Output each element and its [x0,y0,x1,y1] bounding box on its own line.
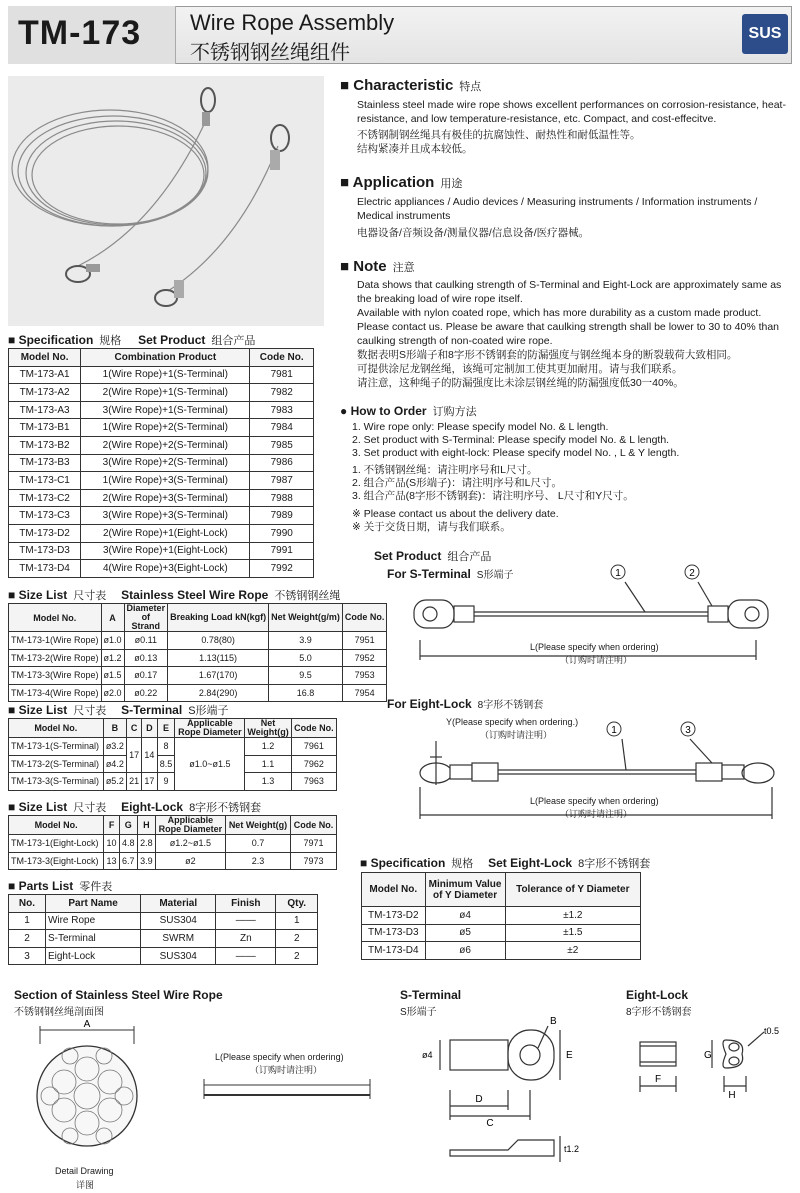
size-eight-heading: ■ Size List 尺寸表 Eight-Lock 8字形不锈钢套 [8,800,262,814]
application-text-en: Electric appliances / Audio devices / Measuring instruments / Information instruments / Medical instruments [357,196,758,222]
table-cell: 7951 [342,632,387,650]
table-row [9,667,387,685]
table-cell: 7973 [291,852,337,870]
table-cell: 3(Wire Rope)+1(S-Terminal) [81,401,250,419]
dim-g: G [704,1050,712,1061]
how-to-order-heading: ● How to Order 订购方法 [340,404,477,418]
table-cell: TM-173-D4 [362,942,426,960]
table-cell: 2.8 [137,835,155,853]
table-cell: 2(Wire Rope)+2(S-Terminal) [81,436,250,454]
order-item-2: 2. Set product with S-Terminal: Please specify model No. & L length. [352,434,670,446]
dim-h: H [728,1090,736,1100]
table-cell: 7981 [250,366,314,384]
note-text-cn3: 请注意，这种绳子的防漏强度比未涂层钢丝绳的防漏强度低30一40%。 [357,377,684,389]
table-row [9,560,314,578]
order-item-1: 1. Wire rope only: Please specify model No. & L length. [352,421,609,433]
table-cell: 2 [276,947,318,965]
table-cell: ø0.11 [124,632,168,650]
table-row [9,366,314,384]
eight-lock-l-label: L(Please specify when ordering) [530,796,659,806]
title-chinese: 不锈钢钢丝绳组件 [190,42,350,64]
wire-l-label: L(Please specify when ordering) [215,1052,344,1062]
eight-drawing-title: Eight-Lock [626,988,688,1002]
table-cell: TM-173-A1 [9,366,81,384]
table-cell: TM-173-B3 [9,454,81,472]
spec-eight-heading: ■ Specification 规格 Set Eight-Lock 8字形不锈钢套 [360,856,651,870]
table-cell: TM-173-D3 [362,924,426,942]
table-cell: ±1.5 [505,924,640,942]
model-number: TM-173 [18,14,142,52]
dim-e: E [566,1050,573,1061]
table-cell: ø4 [425,907,505,925]
table-row [362,924,641,942]
table-row [9,852,337,870]
eight-lock-l-label-cn: （订购时请注明） [560,809,633,819]
table-cell: 5.0 [269,649,343,667]
dim-b: B [550,1016,557,1027]
size-wire-table: Model No. A Diameter of Strand Breaking Load kN(kgf) Net Weight(g/m) Code No. TM-173-1(Wire Rope) ø1.0 ø0.11 0.78(80) 3.9 7951 TM-173-2(Wire Rope) ø1.2 ø0.13 1.13(115) 5.0 7952 TM-173-3(Wire Rope) ø1.5 ø0.17 1.67(170) 9.5 7953 TM-173-4(Wire Rope) ø2.0 ø0.22 2.84(290) 16.8 7954 [8,603,387,702]
table-row [9,947,318,965]
characteristic-heading: ■ Characteristic 特点 [340,77,482,94]
spec-eight-table: Model No. Minimum Value of Y Diameter Tolerance of Y Diameter TM-173-D2 ø4 ±1.2 TM-173-D3 ø5 ±1.5 TM-173-D4 ø6 ±2 [361,872,641,960]
characteristic-text-cn1: 不锈钢制钢丝绳具有极佳的抗腐蚀性、耐热性和耐低温性等。 [357,129,641,141]
table-cell: 7984 [250,419,314,437]
note-text-en1: Data shows that caulking strength of S-Terminal and Eight-Lock are approximately same as the breaking load of wire rope itself. [357,279,782,305]
specification-table: Model No. Combination Product Code No. TM-173-A1 1(Wire Rope)+1(S-Terminal) 7981 TM-173-A2 2(Wire Rope)+1(S-Terminal) 7982 TM-173-A3 3(Wire Rope)+1(S-Terminal) 7983 TM-173-B1 1(Wire Rope)+2(S-Terminal) 7984 TM-173-B2 2(Wire Rope)+2(S-Terminal) 7985 TM-173-B3 3(Wire Rope)+2(S-Terminal) 7986 TM-173-C1 1(Wire Rope)+3(S-Terminal) 7987 TM-173-C2 2(Wire Rope)+3(S-Terminal) 7988 TM-173-C3 3(Wire Rope)+3(S-Terminal) 7989 TM-173-D2 2(Wire Rope)+1(Eight-Lock) 7990 TM-173-D3 3(Wire Rope)+1(Eight-Lock) 7991 TM-173-D4 4(Wire Rope)+3(Eight-Lock) 7992 [8,348,314,578]
table-cell: 1 [276,912,318,930]
table-cell: 7991 [250,542,314,560]
table-cell: 7952 [342,649,387,667]
dim-c: C [486,1118,494,1129]
table-cell: 3.9 [269,632,343,650]
table-cell: TM-173-C1 [9,472,81,490]
sterm-drawing [400,1010,590,1185]
table-cell: TM-173-1(Wire Rope) [9,632,102,650]
table-row [9,489,314,507]
table-cell: 4.8 [119,835,137,853]
parts-heading: ■ Parts List 零件表 [8,879,113,893]
table-row [9,384,314,402]
table-cell: TM-173-1(Eight-Lock) [9,835,104,853]
table-cell: SUS304 [141,912,216,930]
table-cell: SUS304 [141,947,216,965]
table-cell: 3(Wire Rope)+2(S-Terminal) [81,454,250,472]
table-cell: SWRM [141,930,216,948]
table-cell: ø2 [155,852,225,870]
title-english: Wire Rope Assembly [190,10,395,35]
table-cell: ø0.13 [124,649,168,667]
wire-l-label-cn: （订购时请注明） [250,1065,323,1075]
parts-table: No. Part Name Material Finish Qty. 1 Wire Rope SUS304 —— 1 2 S-Terminal SWRM Zn 2 3 Eight-Lock SUS304 —— 2 [8,894,318,965]
table-row [9,835,337,853]
sterm-drawing-title: S-Terminal [400,988,462,1002]
set-product-heading: Set Product 组合产品 [374,549,492,563]
s-terminal-l-label: L(Please specify when ordering) [530,642,659,652]
table-cell: TM-173-B2 [9,436,81,454]
wire-length-drawing [200,1075,380,1105]
table-cell: 1 [9,912,46,930]
table-cell: TM-173-C3 [9,507,81,525]
callout-3: 3 [685,725,691,736]
size-wire-heading: ■ Size List 尺寸表 Stainless Steel Wire Rope 不锈钢钢丝绳 [8,588,341,602]
table-cell: 0.7 [225,835,290,853]
table-row [9,632,387,650]
table-cell: 7982 [250,384,314,402]
table-row [9,542,314,560]
table-cell: ø1.5 [101,667,124,685]
table-cell: 7989 [250,507,314,525]
table-row [9,684,387,702]
table-cell: TM-173-D4 [9,560,81,578]
table-cell: ø6 [425,942,505,960]
table-cell: Eight-Lock [45,947,140,965]
table-cell: ø0.22 [124,684,168,702]
eight-lock-set-heading: For Eight-Lock 8字形不锈钢套 [387,697,544,711]
application-text-cn: 电器设备/音频设备/测量仪器/信息设备/医疗器械。 [357,227,590,239]
table-cell: 4(Wire Rope)+3(Eight-Lock) [81,560,250,578]
sterm-drawing-title-cn: S形端子 [400,1007,437,1018]
table-row [9,912,318,930]
s-terminal-l-label-cn: （订购时请注明） [560,655,633,665]
section-drawing-title-cn: 不锈钢钢丝绳剖面图 [14,1007,104,1018]
table-row [9,930,318,948]
callout-1: 1 [615,568,621,579]
characteristic-text-en: Stainless steel made wire rope shows excellent performances on corrosion-resistance, heat-resistance, and low temperature-resistance, etc. Compact, and cost-effecitve. [357,99,786,125]
table-cell: 7986 [250,454,314,472]
table-cell: 1(Wire Rope)+3(S-Terminal) [81,472,250,490]
table-cell: 7987 [250,472,314,490]
table-cell: —— [216,947,276,965]
dim-a: A [83,1019,91,1030]
specification-heading: ■ Specification 规格 Set Product 组合产品 [8,333,256,347]
table-cell: 3(Wire Rope)+1(Eight-Lock) [81,542,250,560]
s-terminal-set-heading: For S-Terminal S形端子 [387,567,514,581]
table-cell: 7985 [250,436,314,454]
table-row [362,942,641,960]
table-cell: TM-173-C2 [9,489,81,507]
y-label: Y(Please specify when ordering.) [446,717,579,727]
dim-t05: t0.5 [764,1026,780,1036]
sus-badge: SUS [742,14,788,54]
table-cell: 3 [9,947,46,965]
table-cell: 2(Wire Rope)+1(S-Terminal) [81,384,250,402]
table-cell: 13 [104,852,119,870]
table-cell: ø1.2 [101,649,124,667]
order-item-cn-2: 2. 组合产品(S形端子)：请注明序号和L尺寸。 [352,477,563,489]
table-cell: 2.84(290) [168,684,269,702]
table-cell: 3.9 [137,852,155,870]
dim-d: D [475,1094,483,1105]
table-cell: Zn [216,930,276,948]
order-item-3: 3. Set product with eight-lock: Please specify model No. , L & Y length. [352,447,680,459]
order-item-cn-3: 3. 组合产品(8字形不锈钢套)：请注明序号、 L尺寸和Y尺寸。 [352,490,634,502]
table-cell: 2 [276,930,318,948]
table-cell: 1(Wire Rope)+1(S-Terminal) [81,366,250,384]
table-cell: 1.67(170) [168,667,269,685]
table-cell: TM-173-3(Wire Rope) [9,667,102,685]
detail-drawing-label: Detail Drawing [55,1166,114,1176]
table-row [9,472,314,490]
table-cell: 0.78(80) [168,632,269,650]
contact-cn: ※ 关于交货日期，请与我们联系。 [352,521,511,533]
dim-phi4: ø4 [422,1050,433,1060]
callout-2: 2 [689,568,695,579]
table-cell: TM-173-A2 [9,384,81,402]
note-heading: ■ Note 注意 [340,258,415,275]
table-row [9,436,314,454]
note-text-cn1: 数据表明S形端子和8字形不锈钢套的防漏强度与钢丝绳本身的断裂载荷大致相同。 [357,349,738,361]
table-cell: 7953 [342,667,387,685]
table-cell: S-Terminal [45,930,140,948]
dim-t12: t1.2 [564,1144,580,1154]
table-cell: 7983 [250,401,314,419]
table-cell: 7988 [250,489,314,507]
table-cell: TM-173-D2 [362,907,426,925]
table-cell: 2 [9,930,46,948]
table-cell: TM-173-A3 [9,401,81,419]
table-cell: 10 [104,835,119,853]
y-label-cn: （订购时请注明） [480,730,553,740]
size-eight-table: Model No. F G H Applicable Rope Diameter Net Weight(g) Code No. TM-173-1(Eight-Lock) 10 4.8 2.8 ø1.2~ø1.5 0.7 7971 TM-173-3(Eight-Lock) 13 6.7 3.9 ø2 2.3 7973 [8,815,337,870]
size-sterm-table: Model No. B C D E Applicable Rope Diameter Net Weight(g) Code No. TM-173-1(S-Terminal) ø3.2 17 14 8 ø1.0~ø1.5 1.2 7961 TM-173-2(S-Terminal) ø4.2 8.5 1.1 7962 TM-173-3(S-Terminal) ø5.2 21 17 9 1.3 7963 [8,718,337,791]
table-cell: 1(Wire Rope)+2(S-Terminal) [81,419,250,437]
application-heading: ■ Application 用途 [340,174,463,191]
eight-drawing-title-cn: 8字形不锈钢套 [626,1007,692,1018]
eight-drawing [626,1020,796,1100]
table-row: TM-173-3(S-Terminal) ø5.2 21 17 9 1.3 7963 [9,773,337,791]
table-row [9,507,314,525]
table-row: TM-173-2(S-Terminal) ø4.2 8.5 1.1 7962 [9,755,337,773]
table-row: TM-173-1(S-Terminal) ø3.2 17 14 8 ø1.0~ø1.5 1.2 7961 [9,738,337,756]
table-cell: ø2.0 [101,684,124,702]
table-cell: TM-173-D2 [9,524,81,542]
table-cell: TM-173-B1 [9,419,81,437]
table-cell: 2(Wire Rope)+1(Eight-Lock) [81,524,250,542]
table-cell: ±1.2 [505,907,640,925]
order-item-cn-1: 1. 不锈钢钢丝绳：请注明序号和L尺寸。 [352,464,538,476]
table-row [362,907,641,925]
table-cell: 16.8 [269,684,343,702]
note-text-cn2: 可提供涂尼龙钢丝绳，该绳可定制加工使其更加耐用。请与我们联系。 [357,363,683,375]
detail-drawing-label-cn: 详图 [76,1180,95,1190]
table-row [9,454,314,472]
table-cell: ø1.2~ø1.5 [155,835,225,853]
table-cell: ø1.0 [101,632,124,650]
table-cell: 6.7 [119,852,137,870]
table-cell: 7992 [250,560,314,578]
table-cell: Wire Rope [45,912,140,930]
table-cell: ø0.17 [124,667,168,685]
table-cell: 7990 [250,524,314,542]
table-cell: 2.3 [225,852,290,870]
wire-section-drawing [20,1016,160,1166]
table-cell: TM-173-2(Wire Rope) [9,649,102,667]
note-text-en2: Available with nylon coated rope, which has more durability as a custom made product. Please contact us. Please be aware that caulking strength shall be lower to 30 to 40% than caulking strength of non-coated wire rope. [357,307,780,347]
product-photo [8,76,324,326]
table-cell: 2(Wire Rope)+3(S-Terminal) [81,489,250,507]
dim-f: F [654,1074,662,1085]
table-row [9,649,387,667]
table-cell: 1.13(115) [168,649,269,667]
callout-1b: 1 [611,725,617,736]
table-cell: 9.5 [269,667,343,685]
table-cell: 3(Wire Rope)+3(S-Terminal) [81,507,250,525]
table-cell: 7954 [342,684,387,702]
table-row [9,401,314,419]
table-cell: TM-173-4(Wire Rope) [9,684,102,702]
contact-en: ※ Please contact us about the delivery date. [352,508,559,520]
table-row [9,419,314,437]
table-cell: —— [216,912,276,930]
table-cell: ±2 [505,942,640,960]
table-row [9,524,314,542]
table-cell: 7971 [291,835,337,853]
table-cell: TM-173-D3 [9,542,81,560]
size-sterm-heading: ■ Size List 尺寸表 S-Terminal S形端子 [8,703,229,717]
table-cell: TM-173-3(Eight-Lock) [9,852,104,870]
section-drawing-title: Section of Stainless Steel Wire Rope [14,988,223,1002]
characteristic-text-cn2: 结构紧凑并且成本较低。 [357,143,473,155]
table-cell: ø5 [425,924,505,942]
